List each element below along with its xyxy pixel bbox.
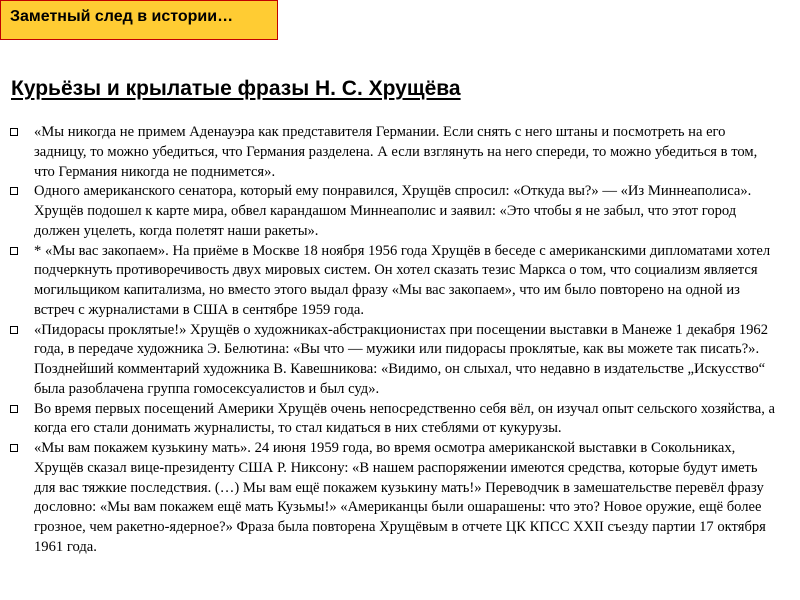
list-item: [0, 439, 800, 558]
list-item-text: Во время первых посещений Америки Хрущёв очень непосредственно себя вёл, он изучал опыт сельского хозяйства, а когда его стали донимать журналисты, то стал кидаться в них стеблями от кукурузы.: [34, 400, 775, 437]
list-item-text: «Пидорасы проклятые!» Хрущёв о художниках-абстракционистах при посещении выставки в Манеже 1 декабря 1962 года, в передаче художника Э. Белютина: «Вы что — мужики или пидорасы проклятые, как вы можете так писать?». Позднейший комментарий художника В. Кавешникова: «Видимо, он слыхал, что недавно в издательстве „Искусство“ была разоблачена группа гомосексуалистов и был суд».: [34, 321, 769, 397]
list-item: [0, 242, 800, 321]
list-item-text: «Мы никогда не примем Аденауэра как представителя Германии. Если снять с него штаны и посмотреть на его задницу, то можно убедиться, что Германия разделена. А если взглянуть на него спереди, то можно убедиться в том, что Германия никогда не поднимется».: [34, 124, 758, 180]
square-bullet-icon: [10, 128, 18, 136]
slide-title: Курьёзы и крылатые фразы Н. С. Хрущёва: [11, 77, 461, 100]
list-item-text: «Мы вам покажем кузькину мать». 24 июня 1959 года, во время осмотра американской выставки в Сокольниках, Хрущёв сказал вице-президенту США Р. Никсону: «В нашем распоряжении имеются средства, которые будут иметь для вас тяжкие последствия. (…) Мы вам ещё покажем кузькину мать!» Переводчик в замешательстве перевёл фразу дословно: «Мы вам покажем ещё мать Кузьмы!» «Американцы были ошарашены: что это? Новое оружие, ещё более грозное, чем ракетно-ядерное?» Фраза была повторена Хрущёвым в отчете ЦК КПСС XXII съезду партии 17 октября 1961 года.: [34, 440, 766, 555]
quotes-list: [0, 123, 800, 558]
list-item: [0, 182, 800, 241]
square-bullet-icon: [10, 326, 18, 334]
list-item: [0, 123, 800, 182]
square-bullet-icon: [10, 187, 18, 195]
square-bullet-icon: [10, 247, 18, 255]
square-bullet-icon: [10, 405, 18, 413]
list-item-text: Одного американского сенатора, который ему понравился, Хрущёв спросил: «Откуда вы?» — «Из Миннеаполиса». Хрущёв подошел к карте мира, обвел карандашом Миннеаполис и заявил: «Это чтобы я не забыл, что этот город должен уцелеть, когда полетят наши ракеты».: [34, 183, 752, 239]
list-item: [0, 321, 800, 400]
list-item: [0, 400, 800, 440]
list-item-text: * «Мы вас закопаем». На приёме в Москве 18 ноября 1956 года Хрущёв в беседе с американскими дипломатами хотел подчеркнуть противоречивость двух мировых систем. Он хотел сказать тезис Маркса о том, что социализм является могильщиком капитализма, но вместо этого выдал фразу «Мы вас закопаем», что им было повторено на одной из встреч с журналистами в США в сентябре 1959 года.: [34, 242, 771, 318]
square-bullet-icon: [10, 444, 18, 452]
section-banner: Заметный след в истории…: [0, 0, 278, 40]
